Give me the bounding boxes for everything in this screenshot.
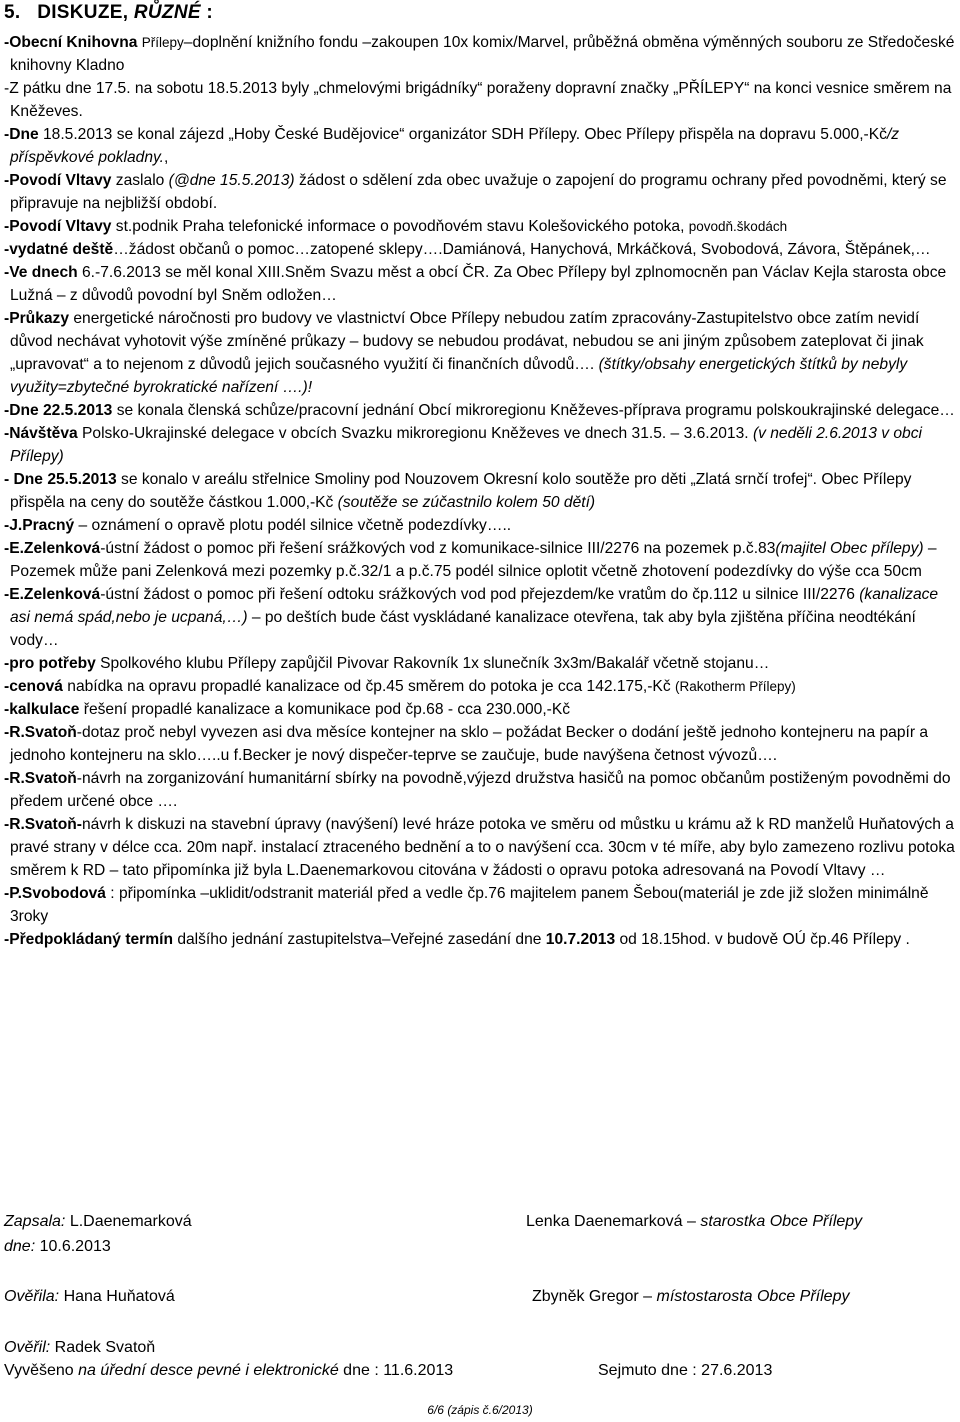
section-heading xyxy=(4,2,213,24)
entry-zelenkova-1: -E.Zelenková-ústní žádost o pomoc při řešení srážkových vod z komunikace-silnice III/2276 na pozemek p.č.83(majitel Obec přílepy) – Pozemek může pani Zelenková mezi pozemky p.č.32/1 a p.č.75 podél silnice oplotit včetně zhotovení podezdívky do výše cca 50cm xyxy=(4,540,937,580)
zapsala-line: Zapsala: L.Daenemarková xyxy=(4,1213,192,1230)
entry-contest: - Dne 25.5.2013 se konalo v areálu střelnice Smoliny pod Nouzovem Okresní kolo soutěže pro děti „Zlatá srnčí trofej“. Obec Přílepy přispěla na ceny do soutěže částkou 1.000,-Kč (soutěže se zúčastnilo kolem 50 dětí) xyxy=(4,471,912,511)
entry-snem: -Ve dnech 6.-7.6.2013 se měl konal XIII.Sněm Svazu měst a obcí ČR. Za Obec Přílepy byl zplnomocněn pan Václav Kejla starosta obce Lužná – z důvodů povodní byl Sněm odložen… xyxy=(4,264,947,304)
entry-povodi-phone: -Povodí Vltavy st.podnik Praha telefonické informace o povodňovém stavu Kolešovického potoka, povodň.škodách xyxy=(4,218,788,235)
entry-rain: -vydatné deště…žádost občanů o pomoc…zatopené sklepy….Damiánová, Hanychová, Mrkáčková, Svobodová, Závora, Štěpánek,… xyxy=(4,241,931,258)
entry-svobodova: -P.Svobodová : připomínka –uklidit/odstranit materiál před a vedle čp.76 majitelem panem Šebou(materiál je zde již složen minimálně 3roky xyxy=(4,885,929,925)
page-footer: 6/6 (zápis č.6/2013) xyxy=(427,1403,533,1417)
entry-svaton-3: -R.Svatoň-návrh k diskuzi na stavební úpravy (navýšení) levé hráze potoka ve směru od můstku u krámu až k RD manželů Huňatových a pravé strany v délce cca. 20m např. instalací ztraceného bednění a to o navýšení cca. 30cm v té míře, aby bylo zamezeno rozlivu potoka směrem k RD – tato připomínka již byla L.Daenemarkovou citována v žádosti o opravu potoka adresovaná na Povodí Vltavy … xyxy=(4,816,955,879)
entry-pracny: -J.Pracný – oznámení o opravě plotu podél silnice včetně podezdívky….. xyxy=(4,517,512,534)
vyveseno-line: Vyvěšeno na úřední desce pevné i elektronické dne : 11.6.2013 xyxy=(4,1362,454,1379)
starosta-signature: Lenka Daenemarková – starostka Obce Přílepy xyxy=(526,1213,863,1230)
entry-svaton-2: -R.Svatoň-návrh na zorganizování humanitární sbírky na povodně,výjezd družstva hasičů na pomoc občanům postiženým povodněmi do předem určené obce …. xyxy=(4,770,951,810)
entry-navsteva: -Návštěva Polsko-Ukrajinské delegace v obcích Svazku mikroregionu Kněževes ve dnech 31.5. – 3.6.2013. (v neděli 2.6.2013 v obci Přílepy) xyxy=(4,425,922,465)
sejmuto-line: Sejmuto dne : 27.6.2013 xyxy=(598,1362,773,1379)
section-title-word2: RŮZNÉ xyxy=(133,2,201,23)
entry-trip: -Dne 18.5.2013 se konal zájezd „Hoby České Budějovice“ organizátor SDH Přílepy. Obec Přílepy přispěla na dopravu 5.000,-Kč/z příspěvkové pokladny., xyxy=(4,126,900,166)
entry-road-signs: -Z pátku dne 17.5. na sobotu 18.5.2013 byly „chmelovými brigádníky“ poraženy dopravní značky „PŘÍLEPY“ na konci vesnice směrem na Kněževes. xyxy=(4,80,952,120)
entry-calculation: -kalkulace řešení propadlé kanalizace a komunikace pod čp.68 - cca 230.000,-Kč xyxy=(4,701,571,718)
dne-line: dne: 10.6.2013 xyxy=(4,1238,111,1255)
entry-svaton-1: -R.Svatoň-dotaz proč nebyl vyvezen asi dva měsíce kontejner na sklo – požádat Becker o dodání ještě jednoho kontejneru na papír a jednoho kontejneru na sklo…..u f.Becker je nový dispečer-teprve se zaučuje, bude navýšena četnost vývozů…. xyxy=(4,724,929,764)
overila-line: Ověřila: Hana Huňatová xyxy=(4,1288,175,1305)
discussion-list xyxy=(4,31,956,951)
section-title-word1: DISKUZE, xyxy=(37,2,129,23)
entry-meeting-22-5: -Dne 22.5.2013 se konala členská schůze/pracovní jednání Obcí mikroregionu Kněževes-příprava programu polskoukrajinské delegace… xyxy=(4,402,955,419)
entry-zelenkova-2: -E.Zelenková-ústní žádost o pomoc při řešení odtoku srážkových vod pod přejezdem/ke vratům do čp.112 u silnice III/2276 (kanalizace asi nemá spád,nebo je ucpaná,…) – po deštích bude část vyskládané kanalizace otevřena, tak aby byla zjištěna příčina neodtékání vody… xyxy=(4,586,939,649)
mistostarosta-signature: Zbyněk Gregor – místostarosta Obce Přílepy xyxy=(532,1288,850,1305)
section-number: 5. xyxy=(4,2,21,23)
entry-club: -pro potřeby Spolkového klubu Přílepy zapůjčil Pivovar Rakovník 1x slunečník 3x3m/Bakalář včetně stojanu… xyxy=(4,655,770,672)
entry-povodi-request: -Povodí Vltavy zaslalo (@dne 15.5.2013) žádost o sdělení zda obec uvažuje o zapojení do programu ochrany před povodněmi, který se připravuje na nejbližší období. xyxy=(4,172,947,212)
entry-library: -Obecní Knihovna Přílepy–doplnění knižního fondu –zakoupen 10x komix/Marvel, průběžná obměna výměnných souboru ze Středočeské knihovny Kladno xyxy=(4,34,955,74)
overil-line: Ověřil: Radek Svatoň xyxy=(4,1339,156,1356)
entry-next-meeting: -Předpokládaný termín dalšího jednání zastupitelstva–Veřejné zasedání dne 10.7.2013 od 18.15hod. v budově OÚ čp.46 Přílepy . xyxy=(4,931,910,948)
entry-price-offer: -cenová nabídka na opravu propadlé kanalizace od čp.45 směrem do potoka je cca 142.175,-Kč (Rakotherm Přílepy) xyxy=(4,678,796,695)
entry-prukazy: -Průkazy energetické náročnosti pro budovy ve vlastnictví Obce Přílepy nebudou zatím zpracovány-Zastupitelstvo obce zatím nevidí důvod nechávat vyhotovit výše zmíněné průkazy – budovy se nebudou prodávat, nebudou se ani jiným způsobem zateplovat či jinak „upravovat“ a to nejenom z důvodů jejich současného využití či finančních důvodů…. (štítky/obsahy energetických štítků by nebyly využity=zbytečné byrokratické nařízení ….)! xyxy=(4,310,924,396)
section-title-colon: : xyxy=(206,2,214,23)
